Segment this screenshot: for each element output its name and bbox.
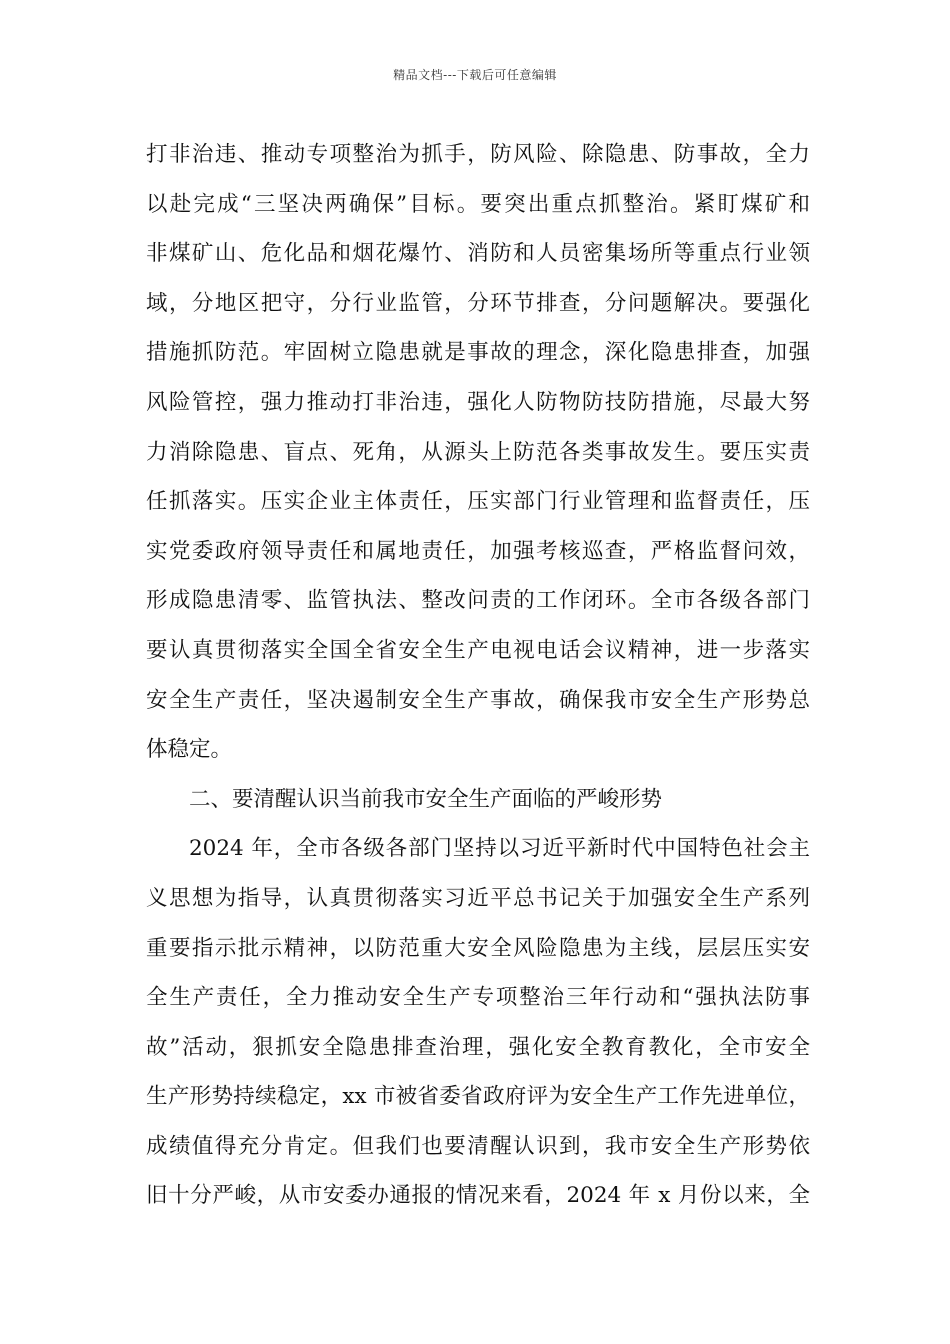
text-line: 2024 年，全市各级各部门坚持以习近平新时代中国特色社会主 [189,836,810,862]
body-text [146,130,810,1221]
text-line: 措施抓防范。牢固树立隐患就是事故的理念，深化隐患排查，加强 [146,340,810,366]
text-line: 实党委政府领导责任和属地责任，加强考核巡查，严格监督问效， [146,538,810,564]
text-line: 重要指示批示精神，以防范重大安全风险隐患为主线，层层压实安 [146,935,810,961]
text-line: 成绩值得充分肯定。但我们也要清醒认识到，我市安全生产形势依 [146,1133,810,1159]
text-line: 要认真贯彻落实全国全省安全生产电视电话会议精神，进一步落实 [146,637,810,663]
text-line: 形成隐患清零、监管执法、整改问责的工作闭环。全市各级各部门 [146,588,810,614]
text-line: 以赴完成“三坚决两确保”目标。要突出重点抓整治。紧盯煤矿和 [146,191,810,217]
text-line: 全生产责任，全力推动安全生产专项整治三年行动和“强执法防事 [146,985,810,1011]
text-line: 域，分地区把守，分行业监管，分环节排查，分问题解决。要强化 [146,290,810,316]
text-line: 义思想为指导，认真贯彻落实习近平总书记关于加强安全生产系列 [146,885,810,911]
text-line: 力消除隐患、盲点、死角，从源头上防范各类事故发生。要压实责 [146,439,810,465]
text-line: 二、要清醒认识当前我市安全生产面临的严峻形势 [189,786,663,812]
page-header: 精品文档---下载后可任意编辑 [393,68,557,82]
text-line: 旧十分严峻，从市安委办通报的情况来看，2024 年 x 月份以来，全 [146,1183,810,1209]
text-line: 生产形势持续稳定，xx 市被省委省政府评为安全生产工作先进单位， [146,1084,810,1110]
text-line: 体稳定。 [146,737,233,763]
text-line: 非煤矿山、危化品和烟花爆竹、消防和人员密集场所等重点行业领 [146,241,810,267]
text-line: 安全生产责任，坚决遏制安全生产事故，确保我市安全生产形势总 [146,687,810,713]
text-line: 风险管控，强力推动打非治违，强化人防物防技防措施，尽最大努 [146,389,810,415]
text-line: 打非治违、推动专项整治为抓手，防风险、除隐患、防事故，全力 [146,142,810,167]
text-line: 任抓落实。压实企业主体责任，压实部门行业管理和监督责任，压 [146,489,810,515]
text-line: 故”活动，狠抓安全隐患排查治理，强化安全教育教化，全市安全 [146,1034,810,1060]
